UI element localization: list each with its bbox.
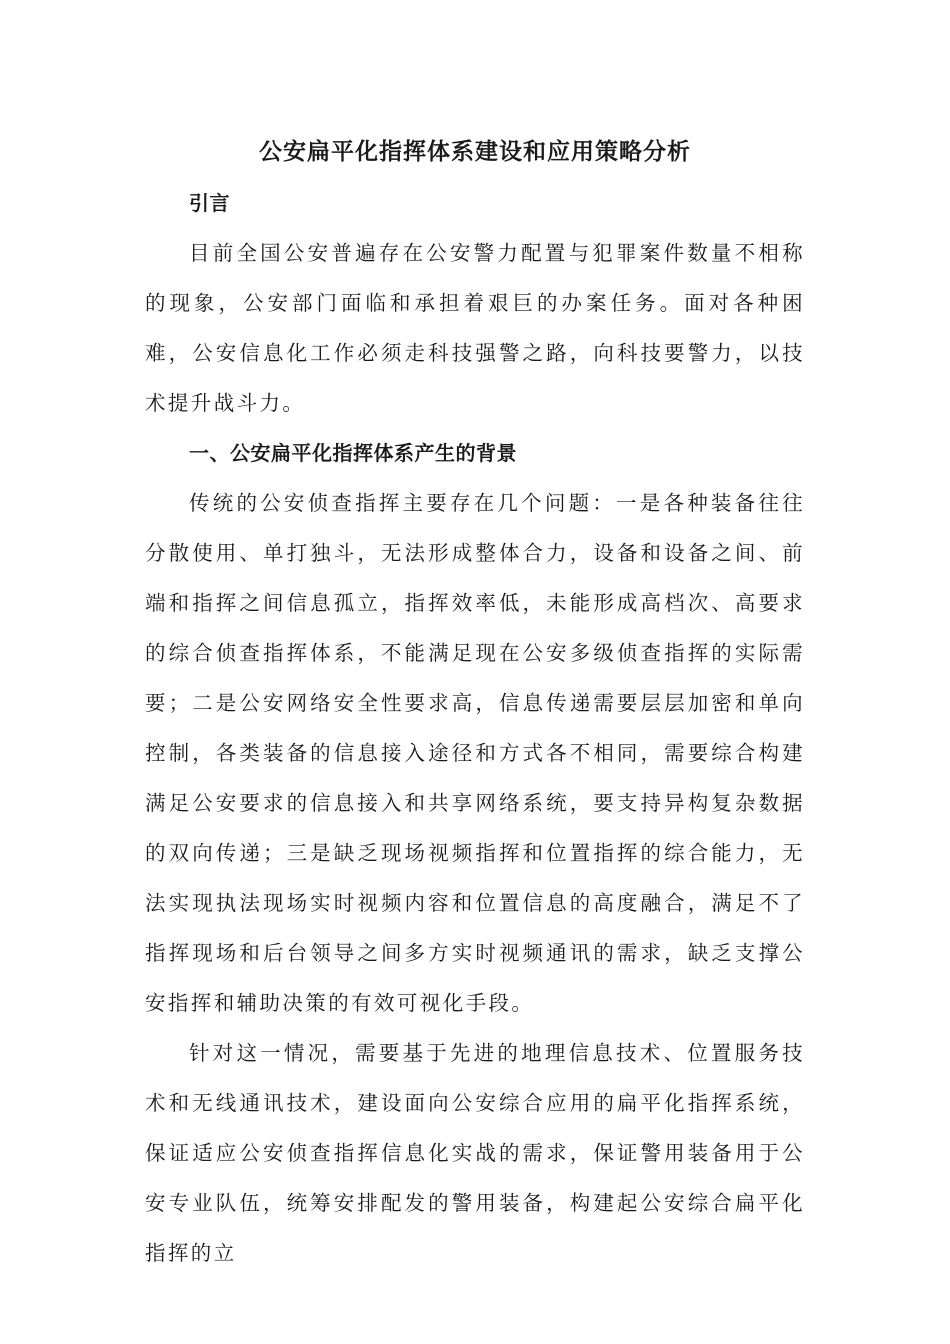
section-1-paragraph-2: 针对这一情况，需要基于先进的地理信息技术、位置服务技术和无线通讯技术，建设面向公安综合应用的扁平化指挥系统，保证适应公安侦查指挥信息化实战的需求，保证警用装备用于公安专业队伍，统筹安排配发的警用装备，构建起公安综合扁平化指挥的立 (145, 1041, 805, 1265)
section-1-heading: 一、公安扁平化指挥体系产生的背景 (189, 441, 517, 465)
intro-paragraph: 目前全国公安普遍存在公安警力配置与犯罪案件数量不相称的现象，公安部门面临和承担着艰巨的办案任务。面对各种困难，公安信息化工作必须走科技强警之路，向科技要警力，以技术提升战斗力。 (145, 241, 805, 415)
intro-heading: 引言 (189, 191, 230, 215)
section-1-paragraph-1: 传统的公安侦查指挥主要存在几个问题：一是各种装备往往分散使用、单打独斗，无法形成整体合力，设备和设备之间、前端和指挥之间信息孤立，指挥效率低，未能形成高档次、高要求的综合侦查指挥体系，不能满足现在公安多级侦查指挥的实际需要；二是公安网络安全性要求高，信息传递需要层层加密和单向控制，各类装备的信息接入途径和方式各不相同，需要综合构建满足公安要求的信息接入和共享网络系统，要支持异构复杂数据的双向传递；三是缺乏现场视频指挥和位置指挥的综合能力，无法实现执法现场实时视频内容和位置信息的高度融合，满足不了指挥现场和后台领导之间多方实时视频通讯的需求，缺乏支撑公安指挥和辅助决策的有效可视化手段。 (145, 491, 805, 1015)
document-page (145, 128, 805, 1278)
document-title: 公安扁平化指挥体系建设和应用策略分析 (259, 139, 691, 165)
